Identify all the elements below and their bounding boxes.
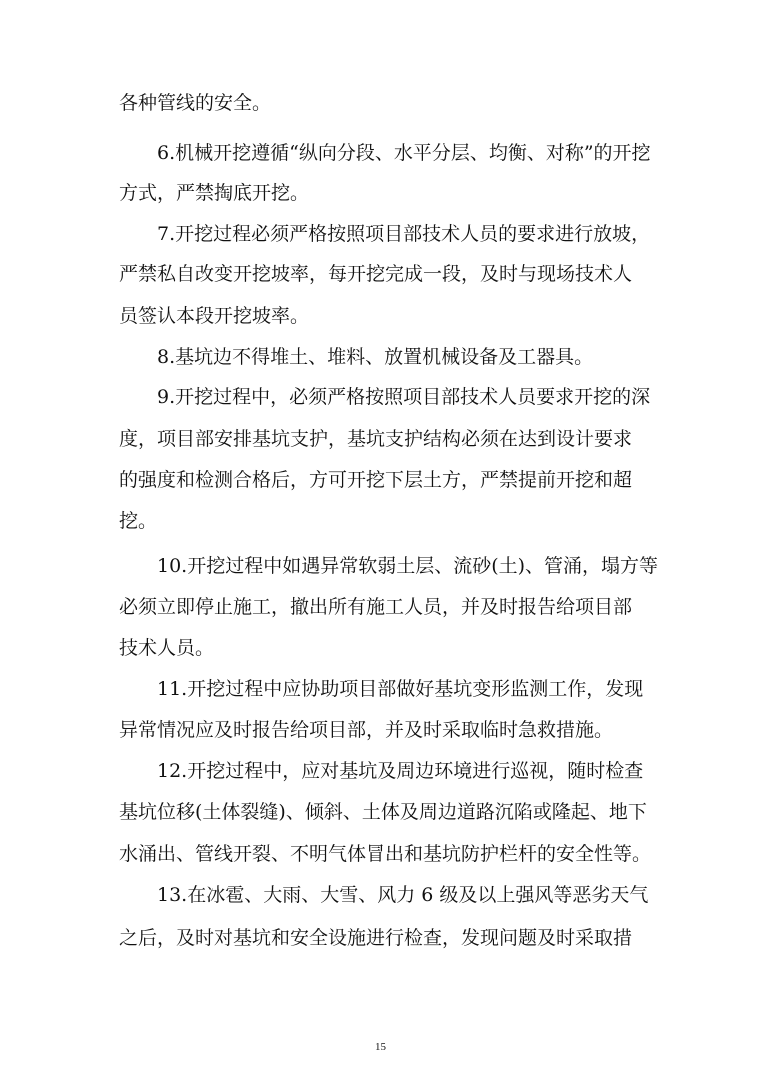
text-line: 9.开挖过程中，必须严格按照项目部技术人员要求开挖的深 xyxy=(157,386,651,408)
text-line: 员签认本段开挖坡率。 xyxy=(119,305,310,327)
text-line: 水涌出、管线开裂、不明气体冒出和基坑防护栏杆的安全性等。 xyxy=(119,843,652,865)
text-line: 6.机械开挖遵循“纵向分段、水平分层、均衡、对称”的开挖 xyxy=(157,142,651,164)
text-line: 各种管线的安全。 xyxy=(119,92,272,114)
text-line: 7.开挖过程必须严格按照项目部技术人员的要求进行放坡， xyxy=(157,223,651,245)
text-line: 10.开挖过程中如遇异常软弱土层、流砂(土)、管涌，塌方等 xyxy=(157,555,659,577)
text-line: 8.基坑边不得堆土、堆料、放置机械设备及工器具。 xyxy=(157,346,594,368)
text-line: 挖。 xyxy=(119,510,158,532)
text-line: 必须立即停止施工，撤出所有施工人员，并及时报告给项目部 xyxy=(119,596,633,618)
text-line: 严禁私自改变开挖坡率，每开挖完成一段，及时与现场技术人 xyxy=(119,263,633,285)
text-line: 11.开挖过程中应协助项目部做好基坑变形监测工作，发现 xyxy=(157,678,644,700)
text-line: 的强度和检测合格后，方可开挖下层土方，严禁提前开挖和超 xyxy=(119,469,633,491)
text-line: 方式，严禁掏底开挖。 xyxy=(119,182,310,204)
page-number: 15 xyxy=(375,1041,386,1053)
text-line: 12.开挖过程中，应对基坑及周边环境进行巡视，随时检查 xyxy=(157,760,644,782)
text-line: 13.在冰雹、大雨、大雪、风力 6 级及以上强风等恶劣天气 xyxy=(157,884,649,906)
text-line: 之后，及时对基坑和安全设施进行检查，发现问题及时采取措 xyxy=(119,927,633,949)
text-line: 基坑位移(土体裂缝)、倾斜、土体及周边道路沉陷或隆起、地下 xyxy=(119,801,647,823)
text-line: 异常情况应及时报告给项目部，并及时采取临时急救措施。 xyxy=(119,719,614,741)
text-line: 度，项目部安排基坑支护，基坑支护结构必须在达到设计要求 xyxy=(119,428,633,450)
text-line: 技术人员。 xyxy=(119,637,215,659)
